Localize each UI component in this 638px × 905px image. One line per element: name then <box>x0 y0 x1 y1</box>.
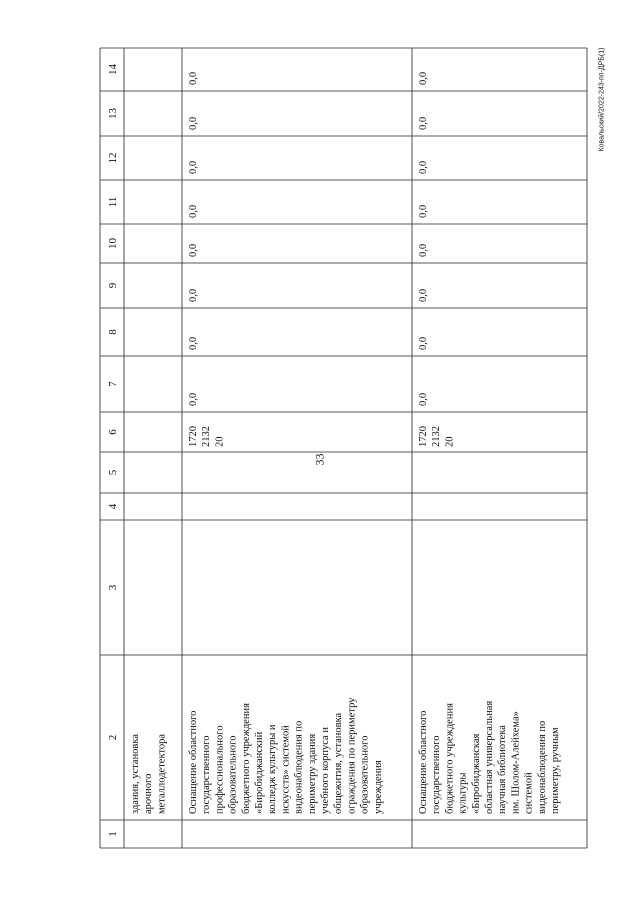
row-1-code-line: 2132 <box>201 426 213 447</box>
row-2-value-col-11: 0,0 <box>418 204 429 218</box>
row-2-description-line: «Биробиджанская <box>470 733 482 814</box>
row-1-description-line: периметру здания <box>306 733 318 814</box>
row-2-value-col-13: 0,0 <box>418 116 429 130</box>
row-2-code-line: 1720 <box>418 426 429 447</box>
row-1-code-line: 1720 <box>188 426 199 447</box>
row-2-description-line: областная универсальная <box>484 700 495 814</box>
row-2-description-line: научная библиотека <box>497 725 509 814</box>
header-cell-6: 6 <box>107 429 119 435</box>
header-cell-7: 7 <box>107 381 119 387</box>
row-1-description-line: государственного <box>201 735 213 814</box>
row-2-value-col-8: 0,0 <box>418 336 429 350</box>
row-1-description-line: учреждения <box>372 760 384 814</box>
row-1-description-line: образовательного <box>227 735 239 814</box>
row-1-value-col-14: 0,0 <box>188 71 199 85</box>
row-1-description-line: искусств» системой <box>280 725 292 814</box>
header-cell-10: 10 <box>107 238 119 249</box>
row-0-description-line: здания, установка <box>130 734 141 814</box>
header-cell-8: 8 <box>107 329 119 335</box>
header-cell-11: 11 <box>107 196 119 208</box>
row-1-description-line: «Биробиджанский <box>254 731 265 814</box>
row-1-description-line: образовательного <box>359 735 371 814</box>
row-1-description-line: видеонаблюдения по <box>293 720 305 814</box>
row-1-value-col-8: 0,0 <box>188 336 199 350</box>
row-0-description-line: металлодетектора <box>156 733 168 814</box>
row-0-description-line: арочного <box>143 773 155 814</box>
row-2-description-line: бюджетного учреждения <box>444 703 456 814</box>
row-1-value-col-11: 0,0 <box>188 204 199 218</box>
row-2-description-line: видеонаблюдения по <box>536 720 548 814</box>
row-2-code-line: 20 <box>444 436 456 447</box>
header-cell-12: 12 <box>107 152 119 164</box>
row-1-value-col-12: 0,0 <box>188 160 199 174</box>
row-2-description-line: Оснащение областного <box>418 710 429 814</box>
row-1-description-line: ограждения по периметру <box>346 697 358 814</box>
row-2-description-line: периметру, ручным <box>550 727 561 814</box>
header-cell-14: 14 <box>107 64 119 75</box>
row-2-value-col-7: 0,0 <box>418 392 429 406</box>
row-1-description-line: учебного корпуса и <box>320 727 331 814</box>
row-2-value-col-10: 0,0 <box>418 243 429 257</box>
row-1-value-col-7: 0,0 <box>188 392 199 406</box>
row-2-description-line: им. Шолом-Алейхема» <box>510 711 522 814</box>
row-1-value-col-13: 0,0 <box>188 116 199 130</box>
row-1-value-col-9: 0,0 <box>188 288 199 302</box>
row-2-code-line: 2132 <box>431 426 443 447</box>
row-1-code-line: 20 <box>214 436 226 447</box>
header-cell-13: 13 <box>107 108 119 119</box>
header-cell-9: 9 <box>107 282 119 289</box>
row-2-value-col-14: 0,0 <box>418 71 429 85</box>
row-2-description-line: системой <box>523 772 535 814</box>
row-1-description-line: бюджетного учреждения <box>240 703 252 814</box>
row-2-value-col-12: 0,0 <box>418 160 429 174</box>
row-2-value-col-9: 0,0 <box>418 288 429 302</box>
page-number: 33 <box>312 453 327 466</box>
row-1-description-line: профессионального <box>214 725 226 814</box>
header-cell-1: 1 <box>107 831 119 837</box>
header-cell-5: 5 <box>107 469 119 476</box>
header-cell-2: 2 <box>107 734 119 741</box>
row-1-description-line: общежития, установка <box>333 712 345 814</box>
row-1-description-line: Оснащение областного <box>188 710 199 814</box>
header-cell-3: 3 <box>107 584 119 591</box>
row-1-description-line: колледж культуры и <box>267 724 279 814</box>
header-cell-4: 4 <box>107 503 119 510</box>
row-1-value-col-10: 0,0 <box>188 243 199 257</box>
row-2-description-line: государственного <box>431 735 443 814</box>
row-2-description-line: культуры <box>457 772 469 814</box>
